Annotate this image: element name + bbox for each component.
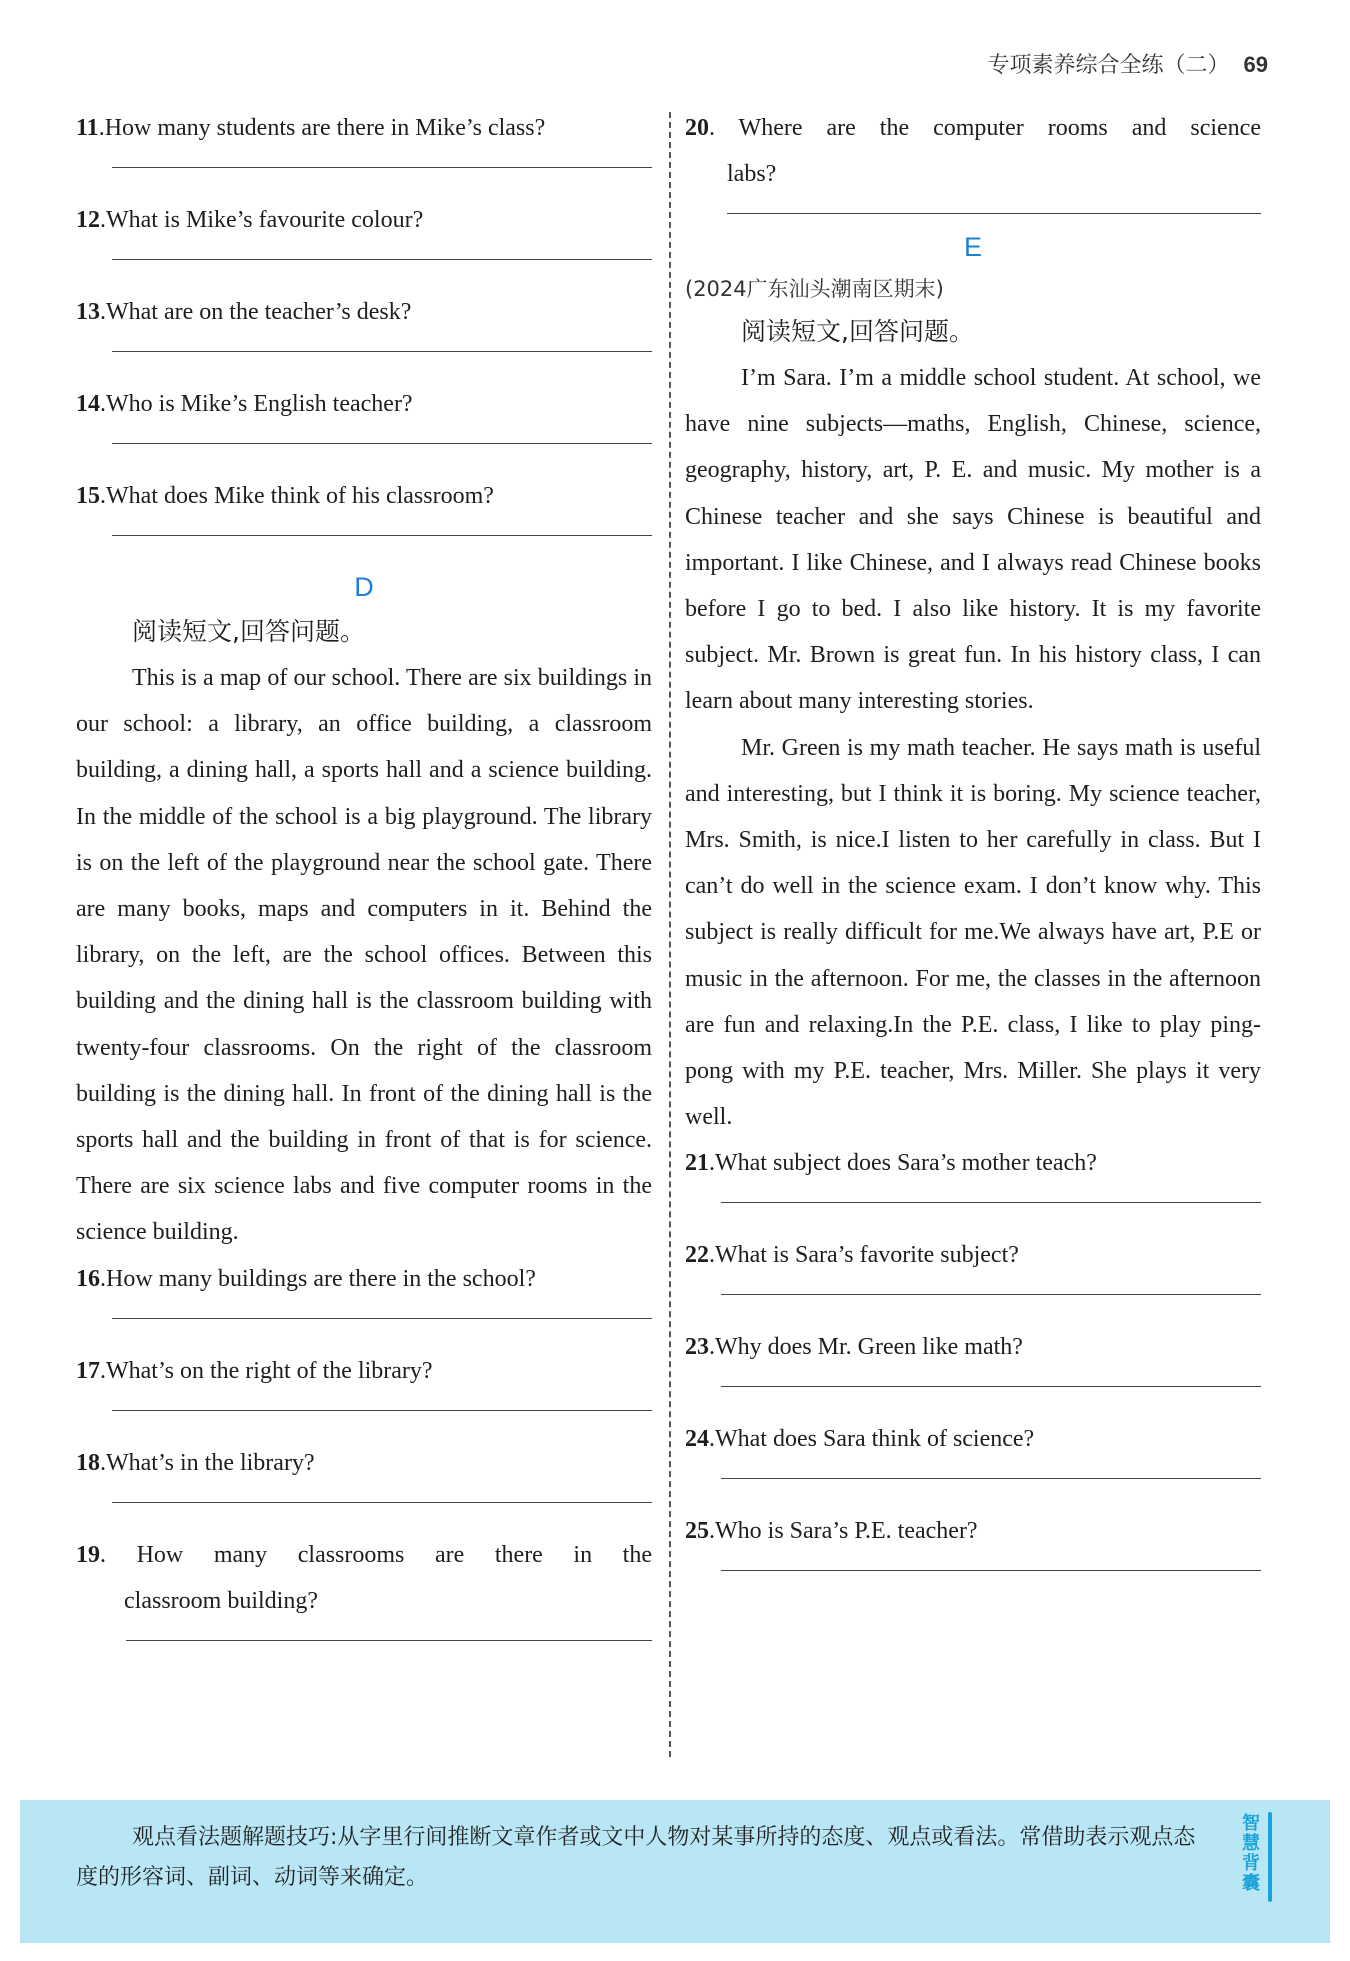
left-column bbox=[76, 105, 652, 1670]
section-instruction: 阅读短文,回答问题。 bbox=[132, 617, 365, 646]
question-11 bbox=[76, 105, 652, 168]
answer-line[interactable] bbox=[112, 1410, 652, 1411]
question-number: 16 bbox=[76, 1265, 100, 1292]
source-note: (2024广东汕头潮南区期末) bbox=[685, 277, 944, 301]
page-number: 69 bbox=[1243, 52, 1268, 77]
reading-passage: This is a map of our school. There are six buildings in our school: a library, an office building, a classroom building, a dining hall, a sports hall and a science building. In the middle of the school is a big playground. The library is on the left of the playground near the school gate. There are many books, maps and computers in it. Behind the library, on the left, are the school offices. Between this building and the dining hall is the classroom building with twenty-four classrooms. On the right of the classroom building is the dining hall. In front of the dining hall is the sports hall and the building in front of that is for science. There are six science labs and five computer rooms in the science building. bbox=[76, 665, 652, 1246]
question-22 bbox=[685, 1232, 1261, 1295]
answer-line[interactable] bbox=[727, 213, 1261, 214]
section-letter-d: D bbox=[354, 572, 374, 602]
answer-line[interactable] bbox=[126, 1640, 652, 1641]
question-number: 11 bbox=[76, 115, 99, 141]
question-number: 25 bbox=[685, 1518, 709, 1545]
answer-line[interactable] bbox=[112, 1318, 652, 1319]
tip-accent-bar bbox=[1268, 1812, 1272, 1902]
answer-line[interactable] bbox=[112, 443, 652, 444]
question-number: 20 bbox=[685, 115, 709, 141]
page-header bbox=[988, 48, 1269, 79]
question-text: . Where are the computer rooms and science bbox=[709, 115, 1261, 141]
question-number: 12 bbox=[76, 207, 100, 233]
answer-line[interactable] bbox=[721, 1202, 1261, 1203]
answer-line[interactable] bbox=[112, 167, 652, 168]
question-text: .How many students are there in Mike’s class? bbox=[98, 115, 546, 141]
question-number: 23 bbox=[685, 1334, 709, 1361]
reading-paragraph: Mr. Green is my math teacher. He says math is useful and interesting, but I think it is boring. My science teacher, Mrs. Smith, is nice.I listen to her carefully in class. But I can’t do well in the science exam. I don’t know why. This subject is really difficult for me.We always have art, P.E or music in the afternoon. For me, the classes in the afternoon are fun and relaxing.In the P.E. class, I like to play ping-pong with my P.E. teacher, Mrs. Miller. She plays it very well. bbox=[685, 734, 1261, 1131]
question-18 bbox=[76, 1440, 652, 1503]
answer-line[interactable] bbox=[112, 259, 652, 260]
question-text: .What is Sara’s favorite subject? bbox=[709, 1242, 1019, 1269]
header-title: 专项素养综合全练（二） bbox=[987, 53, 1230, 78]
reading-paragraph: I’m Sara. I’m a middle school student. At school, we have nine subjects—maths, English, Chinese, science, geography, history, art, P. E. and music. My mother is a Chinese teacher and she says Chinese is beautiful and important. I like Chinese, and I always read Chinese books before I go to bed. I also like history. It is my favorite subject. Mr. Brown is great fun. In his history class, I can learn about many interesting stories. bbox=[685, 365, 1261, 715]
answer-line[interactable] bbox=[112, 535, 652, 536]
right-column bbox=[685, 105, 1261, 1600]
question-25 bbox=[685, 1508, 1261, 1571]
question-14 bbox=[76, 381, 652, 444]
question-15 bbox=[76, 473, 652, 536]
question-number: 14 bbox=[76, 391, 100, 417]
question-text-continued: labs? bbox=[727, 161, 777, 187]
question-17 bbox=[76, 1348, 652, 1411]
question-text-continued: classroom building? bbox=[124, 1587, 318, 1614]
question-number: 13 bbox=[76, 299, 100, 325]
question-number: 24 bbox=[685, 1426, 709, 1453]
question-number: 19 bbox=[76, 1541, 100, 1568]
answer-line[interactable] bbox=[721, 1386, 1261, 1387]
question-23 bbox=[685, 1324, 1261, 1387]
question-number: 18 bbox=[76, 1449, 100, 1476]
answer-line[interactable] bbox=[112, 1502, 652, 1503]
question-text: .What are on the teacher’s desk? bbox=[100, 299, 412, 325]
question-text: . How many classrooms are there in the bbox=[100, 1541, 652, 1568]
question-20 bbox=[685, 105, 1261, 214]
tip-label: 智慧背囊 bbox=[1242, 1813, 1260, 1894]
tip-box bbox=[20, 1800, 1330, 1943]
question-16 bbox=[76, 1256, 652, 1319]
question-text: .What subject does Sara’s mother teach? bbox=[709, 1150, 1097, 1177]
question-21 bbox=[685, 1140, 1261, 1203]
tip-text: 观点看法题解题技巧:从字里行间推断文章作者或文中人物对某事所持的态度、观点或看法。常借助表示观点态度的形容词、副词、动词等来确定。 bbox=[76, 1825, 1196, 1890]
question-13 bbox=[76, 289, 652, 352]
question-text: .What’s on the right of the library? bbox=[100, 1357, 433, 1384]
question-number: 21 bbox=[685, 1150, 709, 1177]
question-text: .What does Sara think of science? bbox=[709, 1426, 1035, 1453]
answer-line[interactable] bbox=[112, 351, 652, 352]
answer-line[interactable] bbox=[721, 1478, 1261, 1479]
section-letter-e: E bbox=[963, 232, 982, 262]
answer-line[interactable] bbox=[721, 1294, 1261, 1295]
question-number: 15 bbox=[76, 483, 100, 509]
question-text: .Who is Mike’s English teacher? bbox=[100, 391, 413, 417]
section-instruction: 阅读短文,回答问题。 bbox=[741, 317, 974, 346]
question-text: .Who is Sara’s P.E. teacher? bbox=[709, 1518, 978, 1545]
question-19 bbox=[76, 1532, 652, 1641]
question-text: .What does Mike think of his classroom? bbox=[100, 483, 494, 509]
question-24 bbox=[685, 1416, 1261, 1479]
question-text: .What’s in the library? bbox=[100, 1449, 315, 1476]
question-12 bbox=[76, 197, 652, 260]
question-text: .How many buildings are there in the school? bbox=[100, 1265, 536, 1292]
column-divider bbox=[669, 112, 671, 1757]
answer-line[interactable] bbox=[721, 1570, 1261, 1571]
question-number: 22 bbox=[685, 1242, 709, 1269]
question-text: .Why does Mr. Green like math? bbox=[709, 1334, 1023, 1361]
question-text: .What is Mike’s favourite colour? bbox=[100, 207, 424, 233]
question-number: 17 bbox=[76, 1357, 100, 1384]
